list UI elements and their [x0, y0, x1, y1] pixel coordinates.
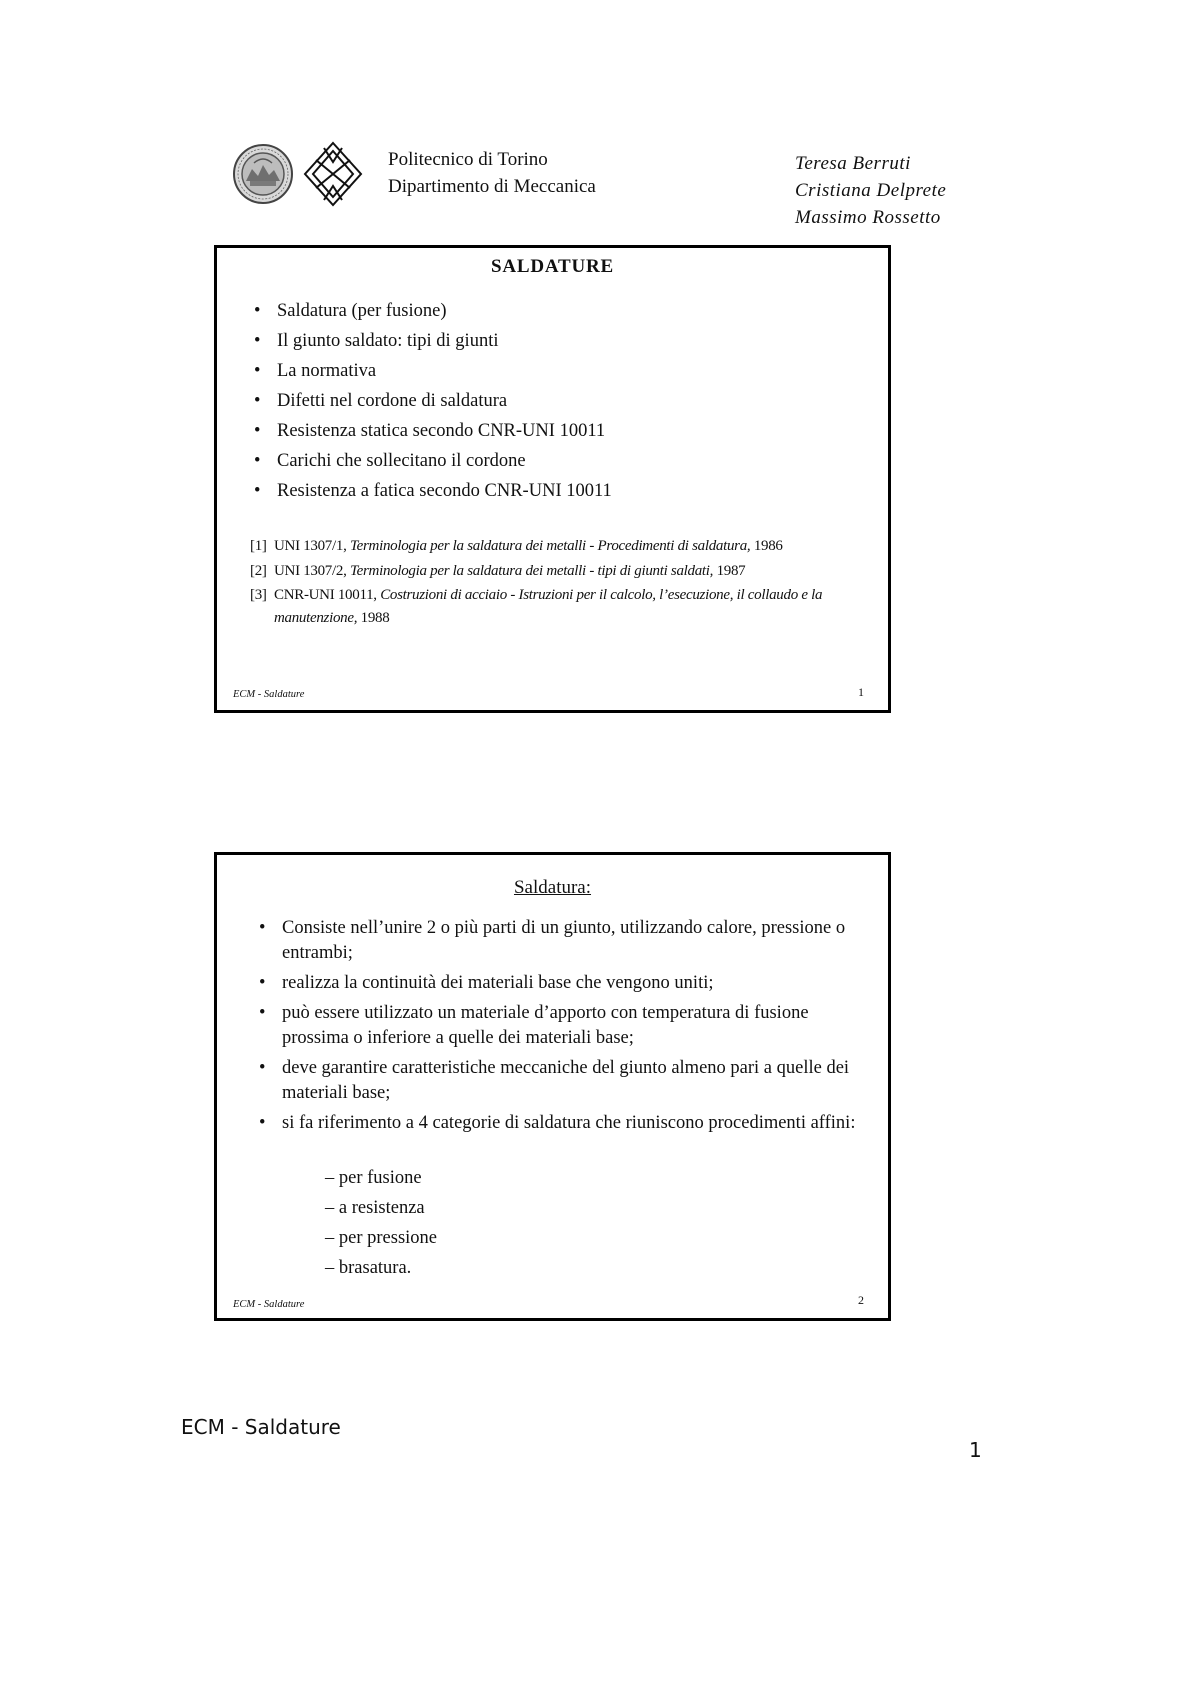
- author-name: Cristiana Delprete: [795, 180, 947, 201]
- list-item: • Saldatura (per fusione): [254, 296, 612, 326]
- page-footer: ECM - Saldature: [181, 1415, 341, 1439]
- department-name: Dipartimento di Meccanica: [388, 176, 596, 197]
- author-name: Massimo Rossetto: [795, 207, 941, 228]
- slide-footer: ECM - Saldature: [233, 689, 305, 700]
- sub-list-item: – a resistenza: [325, 1198, 425, 1218]
- welding-category-list: [325, 1163, 437, 1283]
- slide-number: 1: [858, 685, 864, 699]
- sub-list-item: – brasatura.: [325, 1258, 412, 1278]
- authors-list: [795, 150, 946, 231]
- dipartimento-meccanica-logo: [302, 140, 364, 208]
- slide-bullet-list: [254, 296, 612, 506]
- slide-title: Saldatura:: [513, 877, 592, 898]
- reference-title: Terminologia per la saldatura dei metalli - Procedimenti di saldatura,: [349, 538, 751, 554]
- reference-title: Terminologia per la saldatura dei metalli - tipi di giunti saldati,: [349, 562, 714, 579]
- list-item: • può essere utilizzato un materiale d’apporto con temperatura di fusione prossima o inferiore a quelle dei materiali base;: [259, 1001, 859, 1051]
- page-number: 1: [969, 1438, 982, 1462]
- sub-list-item: – per pressione: [325, 1228, 437, 1248]
- reference-number: [3]: [250, 587, 267, 603]
- reference-year: 1987: [716, 562, 746, 579]
- list-item: • Resistenza statica secondo CNR-UNI 10011: [254, 416, 612, 446]
- slide-title: SALDATURE: [491, 256, 614, 277]
- slide-number: 2: [858, 1293, 864, 1307]
- reference-title: Costruzioni di acciaio - Istruzioni per il calcolo, l’esecuzione, il collaudo e la manutenzione,: [274, 587, 823, 626]
- reference-year: 1988: [360, 609, 390, 626]
- reference-item: [250, 584, 860, 629]
- reference-code: CNR-UNI 10011,: [274, 587, 377, 603]
- institution-name: Politecnico di Torino: [388, 149, 548, 170]
- list-item: • Carichi che sollecitano il cordone: [254, 446, 612, 476]
- list-item: • Il giunto saldato: tipi di giunti: [254, 326, 612, 356]
- reference-year: 1986: [753, 538, 783, 554]
- list-item: • La normativa: [254, 356, 612, 386]
- list-item: • Resistenza a fatica secondo CNR-UNI 10011: [254, 476, 612, 506]
- slide-1: [214, 245, 891, 713]
- references-list: [250, 535, 860, 631]
- list-item: • Consiste nell’unire 2 o più parti di un giunto, utilizzando calore, pressione o entrambi;: [259, 916, 859, 966]
- reference-item: [250, 535, 860, 558]
- politecnico-seal-logo: [232, 143, 294, 205]
- list-item: • realizza la continuità dei materiali base che vengono uniti;: [259, 971, 859, 996]
- list-item: • Difetti nel cordone di saldatura: [254, 386, 612, 416]
- author-name: Teresa Berruti: [795, 153, 911, 174]
- list-item: • si fa riferimento a 4 categorie di saldatura che riuniscono procedimenti affini:: [259, 1111, 859, 1136]
- slide-bullet-list: [259, 916, 859, 1141]
- institution-header: [388, 146, 596, 200]
- reference-item: [250, 560, 860, 583]
- list-item: • deve garantire caratteristiche meccaniche del giunto almeno pari a quelle dei materiali base;: [259, 1056, 859, 1106]
- sub-list-item: – per fusione: [325, 1168, 422, 1188]
- reference-code: UNI 1307/2,: [274, 562, 347, 579]
- reference-code: UNI 1307/1,: [274, 538, 347, 554]
- slide-footer: ECM - Saldature: [233, 1299, 305, 1310]
- slide-2: [214, 852, 891, 1321]
- reference-number: [2]: [250, 562, 267, 579]
- reference-number: [1]: [250, 538, 267, 554]
